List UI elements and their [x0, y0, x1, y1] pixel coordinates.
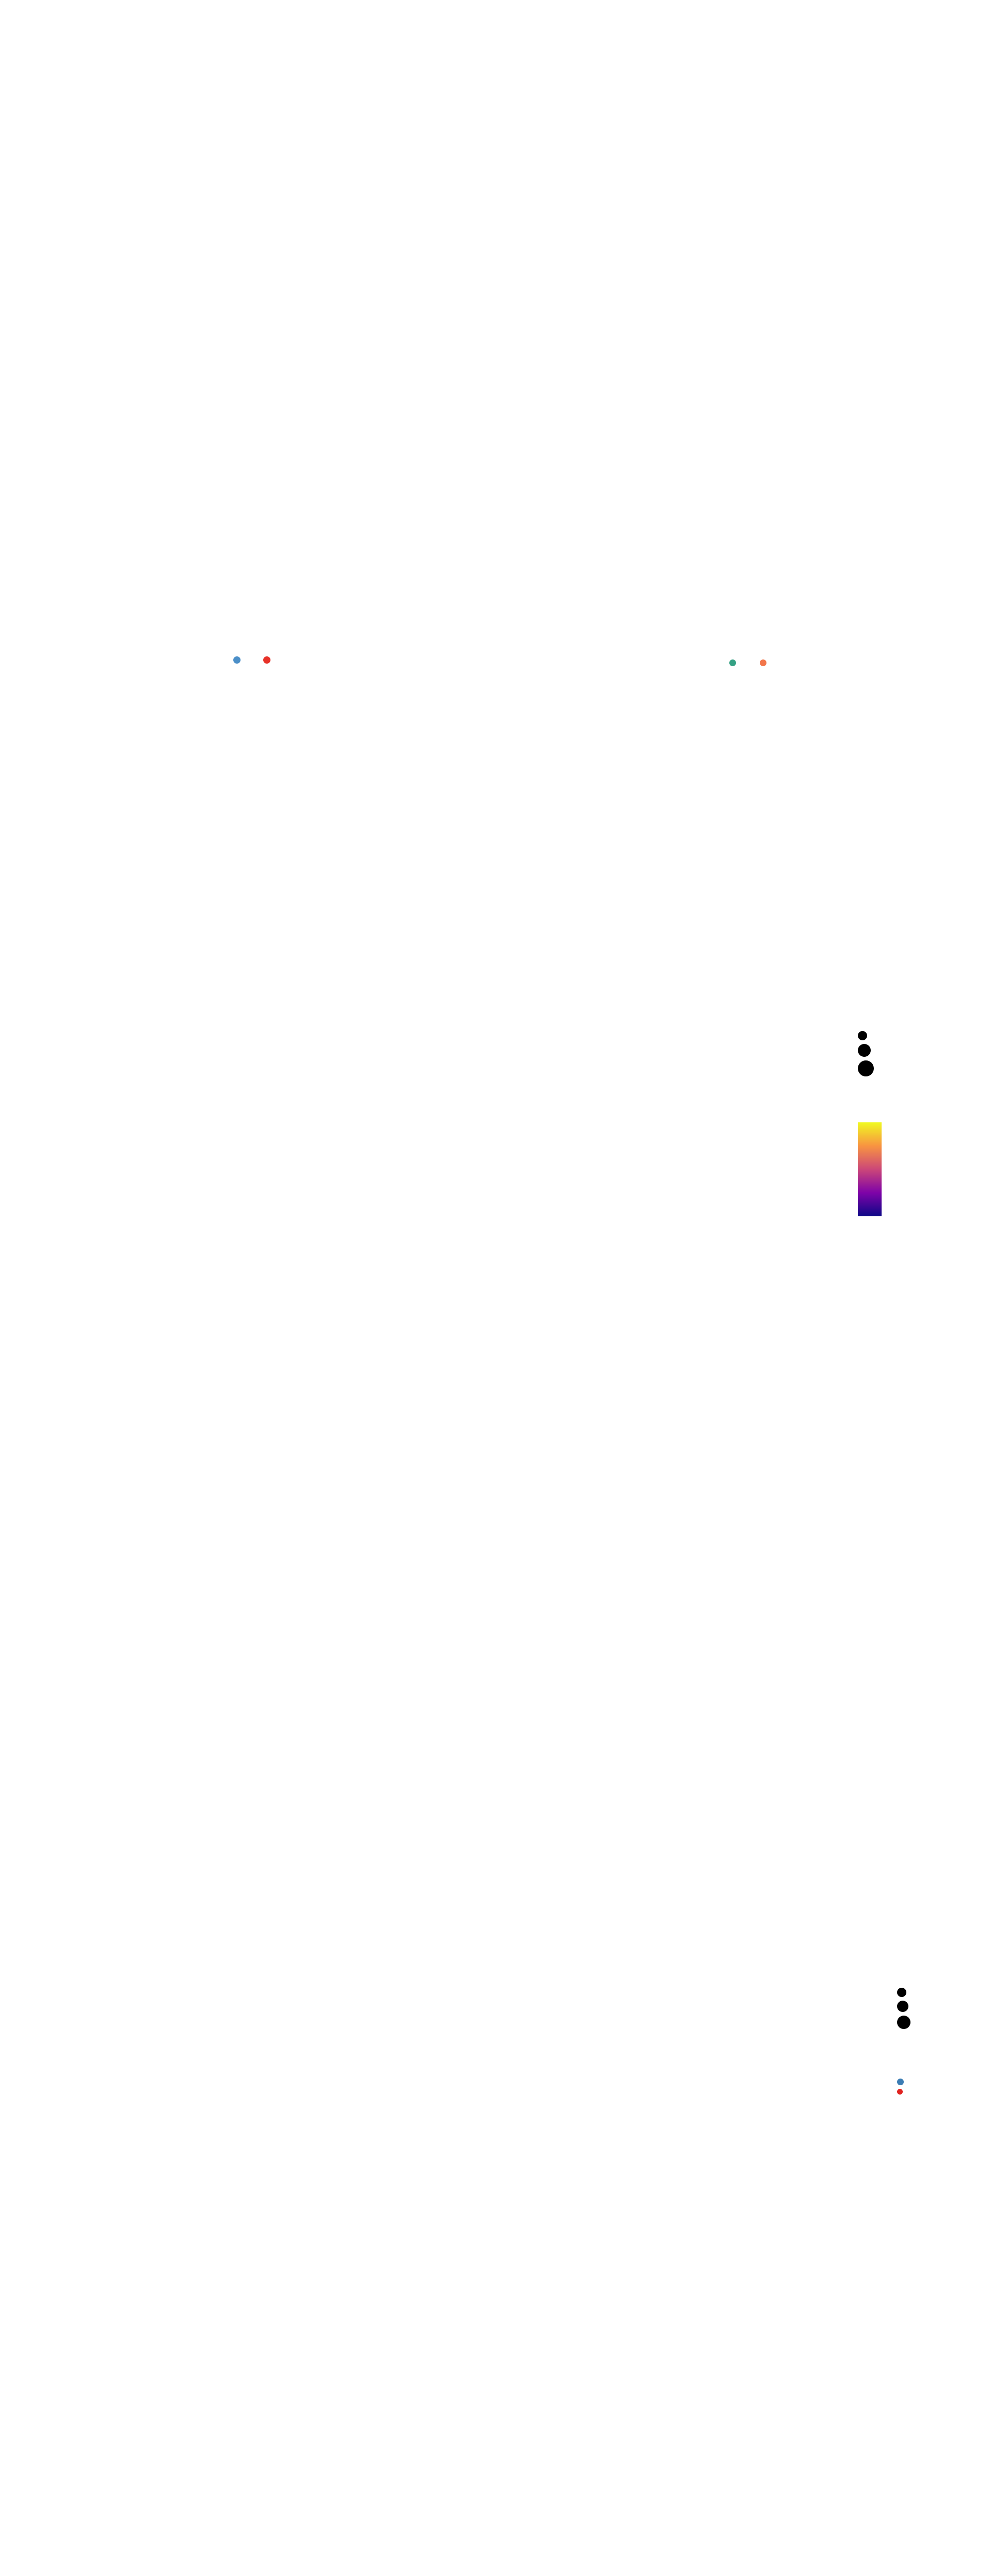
ora-dotplot-chart — [0, 717, 991, 1641]
cf-no-mod-legend-dot-icon — [729, 659, 736, 666]
camera-dotplot-chart — [0, 1641, 991, 2576]
boxplot-chart — [496, 0, 991, 717]
setsize-500-dot-icon — [858, 1044, 871, 1057]
volcano-legend — [0, 656, 496, 664]
up-legend-dot-icon — [233, 656, 241, 664]
boxplot-legend — [496, 659, 991, 666]
notsig-legend-dot-icon — [263, 656, 270, 664]
volcano-plot-section — [0, 0, 496, 717]
ora-color-legend — [858, 1117, 887, 1216]
non-cf-ctrl-legend-dot-icon — [760, 659, 766, 666]
direction-down-dot-icon — [897, 2079, 904, 2085]
ora-setsize-legend — [858, 1026, 881, 1080]
setsize-250-dot-icon — [858, 1031, 867, 1040]
ora-dotplot-section — [0, 717, 991, 1641]
camera-ngenes-legend — [897, 1983, 918, 2033]
setsize-750-dot-icon — [858, 1060, 874, 1076]
boxplot-section — [496, 0, 991, 717]
ngenes-150-dot-icon — [897, 2016, 910, 2029]
pct-degs-gradient-bar — [858, 1122, 882, 1216]
ngenes-50-dot-icon — [897, 1988, 906, 1997]
ngenes-100-dot-icon — [897, 2001, 908, 2012]
direction-up-dot-icon — [897, 2089, 903, 2095]
volcano-plot — [0, 0, 496, 717]
camera-dotplot-section — [0, 1641, 991, 2576]
camera-direction-legend — [897, 2073, 911, 2098]
